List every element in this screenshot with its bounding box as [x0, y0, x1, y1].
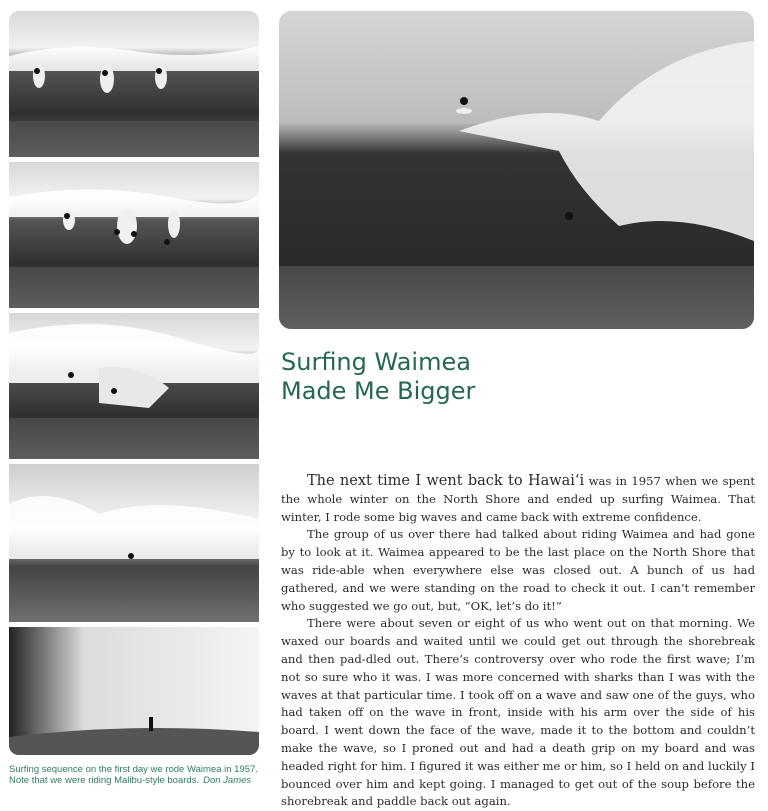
paragraph-3: There were about seven or eight of us who went out on that morning. We waxed our boards and waited until we could get out through the shorebreak and then pad-dled out. There’s controversy over who rode the first wave; I’m not so sure who it was. I was more concerned with sharks than I was with the waves at that particular time. I took off on a wave and saw one of the guys, who had taken off on the wave in front, inside with his arm over the side of his board. I went down the face of the wave, made it to the bottom and couldn’t make the wave, so I proned out and had a death grip on my board and was headed right for him. I figured it was either me or him, so I held on and luckily I bounced over him and kept going. I managed to get out of the soup before the shorebreak and paddle back out again. [281, 616, 755, 809]
article-title [281, 348, 741, 406]
sequence-photo-3 [9, 313, 259, 459]
sequence-photo-4 [9, 464, 259, 622]
photo-credit: Don James [203, 775, 252, 786]
caption-text: Surfing sequence on the first day we rode Waimea in 1957. Note that we were riding Malibu-style boards. [9, 764, 258, 786]
paragraph-1-text: was in 1957 when we spent the whole winter on the North Shore and ended up surfing Waimea. That winter, I rode some big waves and came back with extreme confidence. [281, 474, 755, 524]
paragraph-1 [281, 473, 755, 526]
paragraph-2: The group of us over there had talked about riding Waimea and had gone by to look at it. Waimea appeared to be the last place on the North Shore that was ride-able when everywhere else was closed out. A bunch of us had gathered, and we were standing on the road to check it out. I can’t remember who suggested we go out, but, “OK, let’s do it!” [281, 527, 755, 613]
title-line-1: Surfing Waimea [281, 348, 471, 376]
title-line-2: Made Me Bigger [281, 377, 476, 405]
sequence-photo-2 [9, 162, 259, 308]
lead-in: The next time I went back to Hawai‘i [307, 473, 585, 489]
main-wave-photo [279, 11, 754, 329]
photo-caption [9, 764, 269, 786]
sequence-photo-1 [9, 11, 259, 157]
sequence-photo-5 [9, 627, 259, 755]
article-body [281, 473, 755, 811]
